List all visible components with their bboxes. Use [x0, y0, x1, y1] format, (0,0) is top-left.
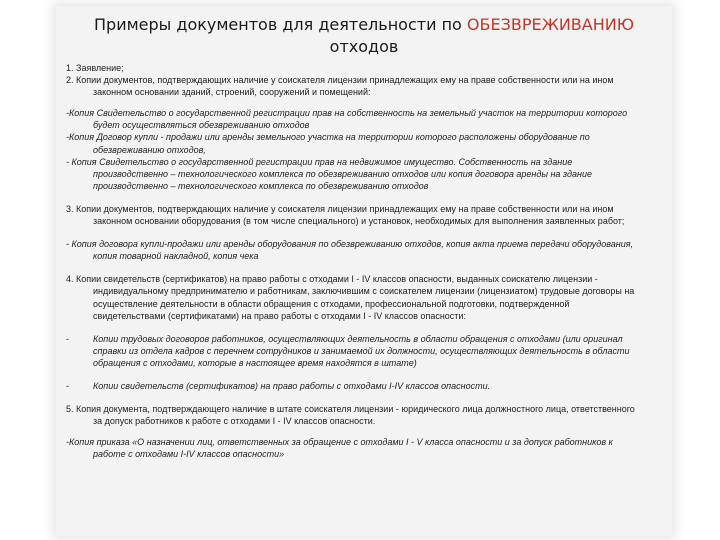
item-5-sub-1: -Копия приказа «О назначении лиц, ответственных за обращение с отходами I - V класса опасности и за допуск работников к работе с отходами I-IV классов опасности» — [66, 437, 613, 460]
item-4-bullet-1 — [66, 333, 636, 369]
title-highlight: ОБЕЗВРЕЖИВАНИЮ — [466, 15, 634, 34]
title-prefix: Примеры документов для деятельности по — [94, 15, 467, 34]
item-2-sub-3: - Копия Свидетельство о государственной регистрации прав на недвижимое имущество. Собственность на здание производственно – технологического комплекса по обезвреживанию отходов или копия договора аренды на здание производственно – технологического комплекса по обезвреживанию отходов — [66, 156, 592, 191]
item-4: 4. Копии свидетельств (сертификатов) на право работы с отходами I - IV классов опасности, выданных соискателю лицензии - индивидуальному предпринимателю и работникам, заключившим с соискателем лицензии (лицензиатом) трудовые договоры на осуществление деятельности в области обращения с отходами, профессиональной подготовки, подтвержденной свидетельствами (сертификатами) на право работы с отходами I - IV классов опасности: — [66, 274, 635, 321]
item-4-bullet-2 — [66, 380, 636, 392]
bullet-mark: - — [66, 333, 69, 344]
item-2-sub-2: -Копия Договор купли - продажи или аренды земельного участка на территории которого расположены оборудование по обезвреживанию отходов, — [66, 132, 590, 155]
title-line-2: отходов — [329, 37, 399, 56]
bullet-text: Копии трудовых договоров работников, осуществляющих деятельность в области обращения с отходами (или оригинал справки из отдела кадров с перечнем сотрудников и занимаемой их должности, осуществляющих деятельность в области обращения с отходами, которые в настоящее время находятся в штате) — [93, 333, 630, 368]
item-2-sub-1: -Копия Свидетельство о государственной регистрации прав на собственность на земельный участок на территории которого будет осуществляться обезвреживанию отходов — [66, 108, 628, 131]
item-2: 2. Копии документов, подтверждающих наличие у соискателя лицензии принадлежащих ему на праве собственности или на ином законном основании зданий, строений, сооружений и помещений: — [66, 75, 614, 98]
bullet-mark: - — [66, 380, 69, 391]
item-3-sub-1: - Копия договора купли-продажи или аренды оборудования по обезвреживанию отходов, копия акта приема передачи оборудования, копия товарной накладной, копия чека — [66, 239, 634, 262]
document-body — [66, 62, 636, 460]
slide-title — [56, 14, 672, 58]
bullet-text: Копии свидетельств (сертификатов) на право работы с отходами I-IV классов опасности. — [93, 380, 491, 391]
item-3: 3. Копии документов, подтверждающих наличие у соискателя лицензии принадлежащих ему на праве собственности или на ином законном основании оборудования (в том числе специального) и установок, необходимых для выполнения заявленных работ; — [66, 203, 625, 227]
item-5: 5. Копия документа, подтверждающего наличие в штате соискателя лицензии - юридического лица должностного лица, ответственного за допуск работников к работе с отходами I - IV классов опасности. — [66, 404, 635, 427]
item-1: 1. Заявление; — [66, 63, 124, 73]
title-line-1 — [56, 14, 672, 36]
